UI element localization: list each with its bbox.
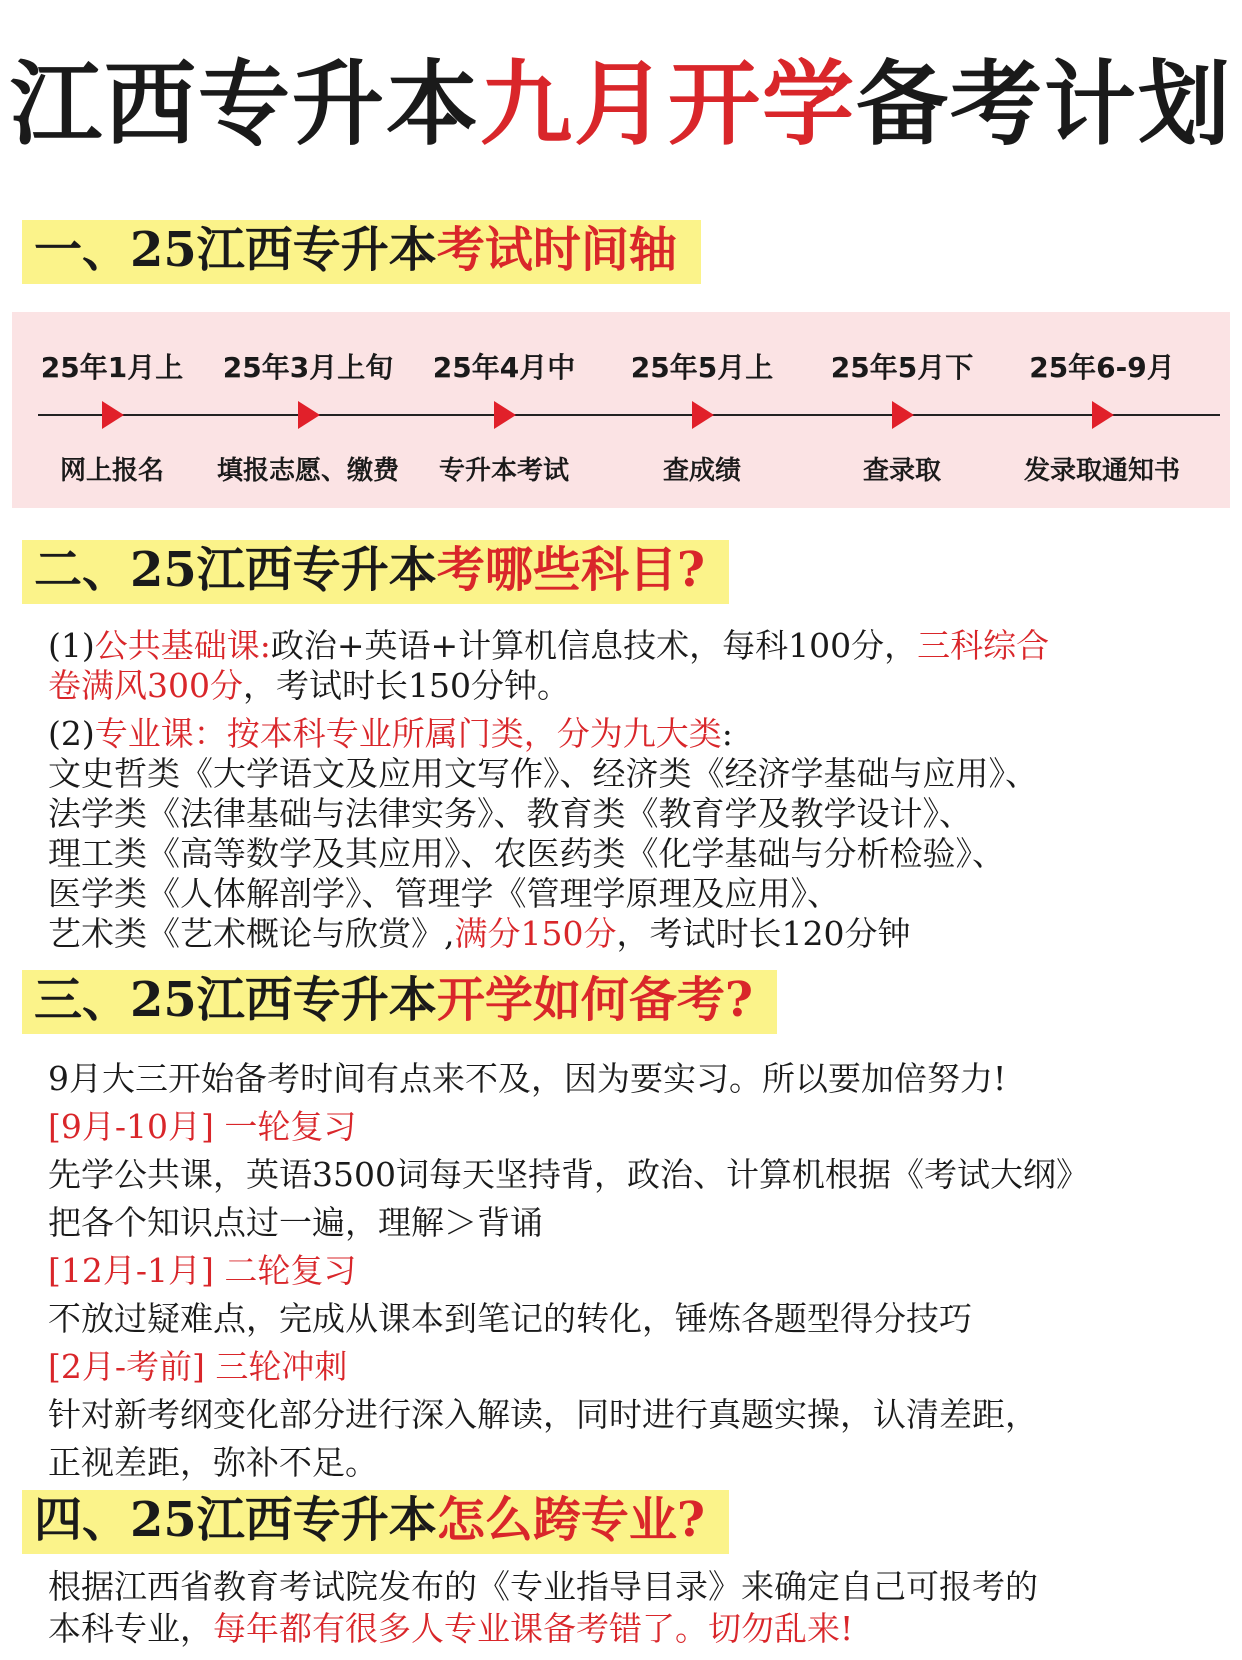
major-courses-line: 医学类《人体解剖学》、管理学《管理学原理及应用》、	[48, 874, 840, 913]
timeline-item	[208, 312, 408, 508]
cross-major-line: 根据江西省教育考试院发布的《专业指导目录》来确定自己可报考的	[48, 1567, 1038, 1606]
timeline-item	[802, 312, 1002, 508]
major-courses-line: 法学类《法律基础与法律实务》、教育类《教育学及教学设计》、	[48, 794, 972, 833]
text-run: 满分150分	[454, 914, 617, 953]
round-2-text: 不放过疑难点，完成从课本到笔记的转化，锤炼各题型得分技巧	[48, 1299, 972, 1338]
section-heading-prefix: 二、25江西专升本	[34, 542, 437, 598]
section-heading-prefix: 四、25江西专升本	[34, 1492, 437, 1548]
timeline-item	[1002, 312, 1202, 508]
plan-intro: 9月大三开始备考时间有点来不及，因为要实习。所以要加倍努力!	[48, 1059, 1007, 1098]
text-run: 三科综合	[917, 626, 1050, 665]
title-part-1: 江西专升本	[9, 51, 480, 158]
major-courses-line: 文史哲类《大学语文及应用文写作》、经济类《经济学基础与应用》、	[48, 754, 1038, 793]
arrow-right-icon	[494, 401, 516, 429]
subjects-content	[48, 626, 1218, 954]
arrow-right-icon	[1092, 401, 1114, 429]
major-courses-line: 理工类《高等数学及其应用》、农医药类《化学基础与分析检验》、	[48, 834, 1005, 873]
timeline-date: 25年3月上旬	[222, 351, 394, 384]
text-run: (2)	[48, 714, 95, 753]
section-heading-highlight: 开学如何备考?	[436, 972, 753, 1028]
arrow-right-icon	[692, 401, 714, 429]
text-run: :	[721, 714, 733, 753]
text-run: ，考试时长150分钟。	[243, 666, 570, 705]
text-run: 公共基础课:	[94, 626, 271, 665]
round-1-text: 先学公共课，英语3500词每天坚持背，政治、计算机根据《考试大纲》	[48, 1155, 1089, 1194]
exam-timeline	[12, 312, 1230, 508]
round-3-text: 针对新考纲变化部分进行深入解读，同时进行真题实操，认清差距，	[48, 1395, 1038, 1434]
round-3-heading: [2月-考前] 三轮冲刺	[48, 1347, 348, 1386]
text-run: 政治+英语+计算机信息技术，每科100分，	[270, 626, 918, 665]
timeline-item	[404, 312, 604, 508]
page-title	[0, 50, 1242, 160]
round-3-text: 正视差距，弥补不足。	[48, 1443, 378, 1482]
section-heading-prefix: 三、25江西专升本	[34, 972, 437, 1028]
cross-major-line	[48, 1608, 1218, 1650]
plan-content	[48, 1055, 1218, 1487]
round-1-text: 把各个知识点过一遍，理解＞背诵	[48, 1203, 543, 1242]
timeline-date: 25年5月下	[830, 351, 974, 384]
arrow-right-icon	[892, 401, 914, 429]
title-part-2: 九月开学	[479, 51, 856, 158]
section-heading-plan	[22, 970, 777, 1034]
text-run: 卷满风300分	[48, 666, 243, 705]
timeline-item	[12, 312, 212, 508]
timeline-date: 25年4月中	[432, 351, 576, 384]
title-part-3: 备考计划	[856, 51, 1233, 158]
timeline-date: 25年1月上	[40, 351, 184, 384]
timeline-event: 发录取通知书	[1023, 456, 1180, 486]
arrow-right-icon	[298, 401, 320, 429]
timeline-event: 查成绩	[662, 456, 741, 486]
public-courses-line-2	[48, 666, 1218, 706]
text-run: 本科专业，	[48, 1609, 213, 1648]
arrow-right-icon	[102, 401, 124, 429]
timeline-event: 查录取	[862, 456, 941, 486]
major-courses-heading	[48, 714, 1218, 754]
text-run: 每年都有很多人专业课备考错了。切勿乱来!	[213, 1609, 854, 1648]
text-run: (1)	[48, 626, 95, 665]
timeline-event: 填报志愿、缴费	[216, 456, 399, 486]
section-heading-highlight: 考试时间轴	[436, 222, 677, 278]
round-2-heading: [12月-1月] 二轮复习	[48, 1251, 357, 1290]
timeline-date: 25年6-9月	[1029, 351, 1175, 384]
round-1-heading: [9月-10月] 一轮复习	[48, 1107, 357, 1146]
timeline-event: 专升本考试	[438, 456, 569, 486]
timeline-date: 25年5月上	[630, 351, 774, 384]
section-heading-subjects	[22, 540, 729, 604]
section-heading-cross-major	[22, 1490, 729, 1554]
cross-major-content	[48, 1566, 1218, 1650]
section-heading-highlight: 考哪些科目?	[436, 542, 705, 598]
timeline-item	[602, 312, 802, 508]
timeline-event: 网上报名	[59, 456, 164, 486]
section-heading-prefix: 一、25江西专升本	[34, 222, 437, 278]
section-heading-highlight: 怎么跨专业?	[436, 1492, 705, 1548]
text-run: 艺术类《艺术概论与欣赏》,	[48, 914, 455, 953]
major-courses-last-line	[48, 914, 1218, 954]
section-heading-timeline	[22, 220, 701, 284]
text-run: ，考试时长120分钟	[616, 914, 911, 953]
public-courses-line-1	[48, 626, 1218, 666]
text-run: 专业课：按本科专业所属门类，分为九大类	[94, 714, 722, 753]
